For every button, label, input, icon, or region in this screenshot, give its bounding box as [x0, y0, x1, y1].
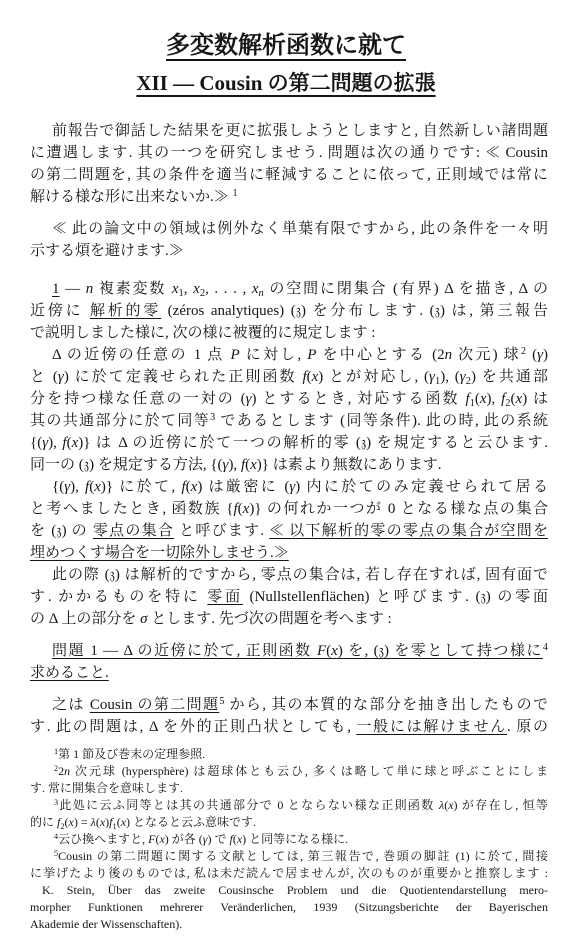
text-line [30, 388, 548, 410]
text-run: 之は [52, 697, 90, 713]
math-symbol: γ [202, 832, 208, 846]
superscript-mark: 4 [542, 641, 548, 653]
text-line [30, 498, 548, 520]
underlined-text: 埋めつくす場合を一切除外しませう.≫ [30, 545, 289, 561]
subscript: 2 [465, 376, 471, 388]
text-run: ) となると云ふ意味です. [126, 815, 257, 829]
subscript: 1 [434, 376, 441, 388]
text-line [30, 916, 548, 933]
text-run: と ( [30, 369, 58, 385]
text-run: の空間に閉集合 (有界) Δ を描き, Δ の [263, 281, 548, 297]
text-run: ) と同等になる様に. [242, 832, 349, 846]
math-symbol: γ [459, 369, 466, 385]
text-line [30, 344, 548, 366]
text-line [30, 716, 548, 738]
text-run: )} は Δ の近傍に於て一つの解析的零 (𝔷) を規定すると云ひます. [78, 435, 548, 451]
math-symbol: x [236, 832, 243, 846]
text-run: K. Stein, Über das zweite Cousinsche Problem und die Quotientendarstellung mero- [42, 883, 548, 897]
text-run: , . . . , [205, 281, 252, 297]
math-symbol: λ [439, 798, 445, 812]
superscript-mark: 2 [54, 763, 59, 773]
math-symbol: x [171, 281, 179, 297]
text-run: ( [64, 815, 69, 829]
text-line [30, 640, 548, 662]
math-symbol: γ [222, 457, 229, 473]
text-run: 近傍に [30, 303, 90, 319]
paragraph-remark [30, 694, 548, 738]
text-line [30, 454, 548, 476]
underlined-text: 1 [52, 281, 60, 297]
text-run: {( [52, 479, 65, 495]
text-run: 云ひ換へますと, [58, 832, 149, 846]
text-run: ), [70, 479, 86, 495]
text-run: ( [474, 391, 480, 407]
paragraph-definition [30, 344, 548, 476]
text-run: ) が存在し, 恒等 [453, 798, 548, 812]
subscript: 1 [178, 288, 184, 300]
text-run: で説明しました様に, 次の様に被覆的に規定します : [30, 325, 376, 341]
footnote-3 [30, 797, 548, 831]
text-line [30, 780, 548, 797]
article-body [30, 120, 548, 738]
text-line [30, 746, 548, 763]
text-run: ( [232, 832, 237, 846]
article-title-block [0, 30, 572, 62]
text-run: 此の際 (𝔷) は解析的ですから, 零点の集合は, 若し存在すれば, 固有面で [52, 567, 548, 583]
text-run: ( [510, 391, 516, 407]
superscript-mark: 3 [54, 797, 59, 807]
text-run: 分を持つ様な任意の一対の ( [30, 391, 246, 407]
text-line [30, 662, 548, 684]
text-run: に挙げたより後のものでは, 私は未だ読んで居ませんが, 次のものが重要かと推察します : [30, 866, 548, 880]
math-symbol: x [159, 832, 165, 846]
text-line [30, 542, 548, 564]
text-run: に対し, [239, 347, 308, 363]
text-run: す. 常に開集合を意味します. [30, 781, 184, 795]
text-line [30, 142, 548, 164]
underlined-text: 問題 1 — Δ の近傍に於て, 正則函数 [52, 643, 317, 659]
text-run: — [59, 281, 86, 297]
text-run: {( [30, 435, 43, 451]
math-symbol: γ [289, 479, 296, 495]
article-subtitle-block [0, 68, 572, 98]
text-run: ) で [207, 832, 230, 846]
article-title: 多変数解析函数に就て [166, 33, 406, 59]
math-symbol: x [479, 391, 487, 407]
text-run: と考へましたとき, 函数族 { [30, 501, 234, 517]
text-run: ) とが対応し, ( [318, 369, 430, 385]
math-symbol: γ [537, 347, 543, 363]
math-symbol: x [193, 281, 200, 297]
text-run: ) を共通部 [470, 369, 548, 385]
text-run: )} に於て, [100, 479, 182, 495]
text-line [30, 797, 548, 814]
subscript: 1 [469, 398, 475, 410]
underlined-text: Cousin の第二問題 [89, 697, 220, 713]
text-line [30, 164, 548, 186]
text-run: を (𝔷) の [30, 523, 93, 539]
text-run: と呼びます. [174, 523, 270, 539]
paragraph-zero-surface [30, 564, 548, 630]
footnote-1 [30, 746, 548, 763]
text-run: ) は厳密に ( [197, 479, 290, 495]
text-line [30, 300, 548, 322]
text-run: morpher Funktionen mehrerer Veränderlichen, 1939 (Sitzungsberichte der Bayerischen [30, 900, 548, 914]
math-symbol: n [64, 764, 71, 778]
text-run: であるとします (同等条件). 此の時, 此の系統 [215, 413, 548, 429]
text-run: ( [89, 479, 95, 495]
math-symbol: x [251, 281, 259, 297]
text-run: ) が各 ( [164, 832, 203, 846]
math-symbol: x [94, 479, 101, 495]
article-subtitle: XII — Cousin の第二問題の拡張 [136, 71, 436, 95]
text-run: ), [486, 391, 502, 407]
text-run: )} の何れか一つが 0 となる様な点の集合 [249, 501, 548, 517]
text-run: ) は [522, 391, 548, 407]
math-symbol: f [62, 435, 67, 451]
subscript: n [258, 288, 264, 300]
math-symbol: x [99, 815, 106, 829]
text-line [30, 322, 548, 344]
math-symbol: γ [57, 369, 64, 385]
math-symbol: x [120, 815, 127, 829]
math-symbol: f [240, 457, 246, 473]
paragraph-convention [30, 218, 548, 262]
text-run: ) に於て定義せられた正則函数 [63, 369, 303, 385]
text-run: の第二問題を, 其の条件を適当に軽減することに依って, 正則域では常に [30, 167, 548, 183]
math-symbol: f [85, 479, 90, 495]
text-line [30, 848, 548, 865]
math-symbol: P [307, 347, 317, 363]
text-line [30, 120, 548, 142]
math-symbol: x [71, 435, 79, 451]
text-run: の Δ 上の部分を [30, 611, 141, 627]
math-symbol: f [302, 369, 307, 385]
math-symbol: γ [245, 391, 252, 407]
text-line [30, 432, 548, 454]
text-run: (Nullstellenflächen) と呼びます. (𝔷) の零面 [242, 589, 548, 605]
text-run: ( [155, 832, 160, 846]
text-run: )} は素より無数にあります. [256, 457, 442, 473]
text-run: を中心とする (2 [316, 347, 445, 363]
text-run: ( [185, 479, 191, 495]
text-line [30, 366, 548, 388]
text-run: ) 内に於てのみ定義せられて居る [295, 479, 548, 495]
underlined-math-symbol: x [331, 643, 338, 659]
text-run: 的に [30, 815, 58, 829]
text-run: ( [444, 798, 449, 812]
text-run: Akademie der Wissenschaften). [30, 917, 183, 931]
footnote-5-reference [30, 882, 548, 933]
math-symbol: f [465, 391, 470, 407]
text-line [30, 882, 548, 899]
superscript-mark: 1 [232, 187, 238, 199]
math-symbol: λ [90, 815, 96, 829]
superscript-mark: 4 [54, 831, 59, 841]
text-run: ) [542, 347, 548, 363]
footnotes [30, 746, 548, 933]
math-symbol: γ [64, 479, 71, 495]
text-run: ) = [73, 815, 91, 829]
superscript-mark: 2 [520, 345, 527, 357]
text-run: 第 1 節及び巻末の定理参照. [58, 747, 206, 761]
text-run: ), [48, 435, 63, 451]
text-run: 複素変数 [93, 281, 172, 297]
math-symbol: γ [429, 369, 435, 385]
footnote-2 [30, 763, 548, 797]
underlined-text: 求めること. [30, 665, 109, 681]
text-line [30, 278, 548, 300]
text-run: とします. 先づ次の問題を考へます : [147, 611, 392, 627]
text-line [30, 831, 548, 848]
text-run: ( [245, 457, 251, 473]
text-line [30, 899, 548, 916]
text-line [30, 608, 548, 630]
math-symbol: x [448, 798, 454, 812]
text-run: , [183, 281, 194, 297]
text-line [30, 476, 548, 498]
math-symbol: f [109, 815, 113, 829]
text-run: ≪ 此の論文中の領域は例外なく単葉有限ですから, 此の条件を一々明 [52, 221, 548, 237]
text-run: 前報告で御話した結果を更に拡張しようとしますと, 自然新しい諸問題 [52, 123, 548, 139]
text-line [30, 814, 548, 831]
text-run: ( [95, 815, 100, 829]
superscript-mark: 3 [210, 411, 216, 423]
math-symbol: x [68, 815, 74, 829]
math-symbol: f [57, 815, 61, 829]
underlined-text: 一般には解けません [356, 719, 508, 735]
text-line [30, 586, 548, 608]
text-line [30, 763, 548, 780]
subscript: 2 [60, 821, 65, 831]
superscript-mark: 5 [54, 848, 59, 858]
text-run: す. かかるものを特に [30, 589, 208, 605]
text-run: ( [237, 501, 243, 517]
section-1-opening [30, 278, 548, 344]
text-run: 次元球 (hypersphère) は超球体とも云ひ, 多くは略して単に球と呼ぶことにしま [70, 764, 548, 778]
math-symbol: γ [42, 435, 49, 451]
subscript: 1 [112, 821, 117, 831]
text-run: Cousin の第二問題に関する文献としては, 第三報告で, 巻頭の脚註 (1) に於て, 間接 [58, 849, 548, 863]
math-symbol: x [311, 369, 319, 385]
math-symbol: x [515, 391, 523, 407]
math-symbol: f [181, 479, 186, 495]
text-run: ), ( [440, 369, 460, 385]
text-run: 其の共通部分に於て同等 [30, 413, 211, 429]
paragraph-zero-set [30, 476, 548, 564]
text-run: ( [526, 347, 538, 363]
text-run: ( [66, 435, 72, 451]
underlined-text: ( [326, 643, 332, 659]
problem-1 [30, 640, 548, 684]
text-run: . 原の [507, 719, 548, 735]
underlined-math-symbol: F [316, 643, 327, 659]
text-run: 2 [58, 764, 65, 778]
text-run: 解ける様な形に出来ないか.≫ [30, 189, 233, 205]
text-run: に遭遇します. 其の一つを研究しませう. 問題は次の通りです: ≪ Cousin [30, 145, 548, 161]
math-symbol: n [85, 281, 94, 297]
superscript-mark: 1 [54, 746, 59, 756]
superscript-mark: 5 [219, 695, 225, 707]
underlined-text: 解析的零 [89, 303, 162, 319]
subscript: 2 [199, 288, 206, 300]
text-run: 同一の (𝔷) を規定する方法, {( [30, 457, 223, 473]
footnote-5 [30, 848, 548, 882]
underlined-text: 零点の集合 [92, 523, 175, 539]
underlined-text: ) を, (𝔷) を零として持つ様に [337, 643, 543, 659]
text-line [30, 218, 548, 240]
paragraph-intro [30, 120, 548, 208]
text-run: から, 其の本質的な部分を抽き出したもので [224, 697, 548, 713]
math-symbol: f [233, 501, 238, 517]
text-run: ( [306, 369, 312, 385]
text-run: ) [105, 815, 110, 829]
math-symbol: f [501, 391, 506, 407]
math-symbol: x [242, 501, 250, 517]
underlined-text: 零面 [207, 589, 243, 605]
math-symbol: n [444, 347, 453, 363]
text-run: 次元) 球 [452, 347, 521, 363]
text-run: (zéros analytiques) (𝔷) を分布します. (𝔷) は, 第三報告 [161, 303, 548, 319]
text-line [30, 410, 548, 432]
text-run: Δ の近傍の任意の 1 点 [52, 347, 231, 363]
text-line [30, 240, 548, 262]
text-line [30, 694, 548, 716]
text-run: ), [228, 457, 241, 473]
math-symbol: f [229, 832, 233, 846]
math-symbol: P [230, 347, 240, 363]
text-line [30, 865, 548, 882]
text-run: 示する煩を避けます.≫ [30, 243, 184, 259]
text-run: 此処に云ふ同等とは其の共通部分で 0 とならない様な正則函数 [58, 798, 439, 812]
text-run: ) とするとき, 対応する函数 [251, 391, 466, 407]
text-line [30, 564, 548, 586]
math-symbol: σ [140, 611, 148, 627]
math-symbol: F [148, 832, 156, 846]
subscript: 2 [505, 398, 511, 410]
footnote-4 [30, 831, 548, 848]
text-run: ( [116, 815, 121, 829]
math-symbol: x [190, 479, 198, 495]
text-line [30, 186, 548, 208]
text-line [30, 520, 548, 542]
underlined-text: ≪ 以下解析的零の零点の集合が空間を [269, 523, 548, 539]
math-symbol: x [250, 457, 257, 473]
text-run: す. 此の問題は, Δ を外的正則凸状としても, [30, 719, 357, 735]
